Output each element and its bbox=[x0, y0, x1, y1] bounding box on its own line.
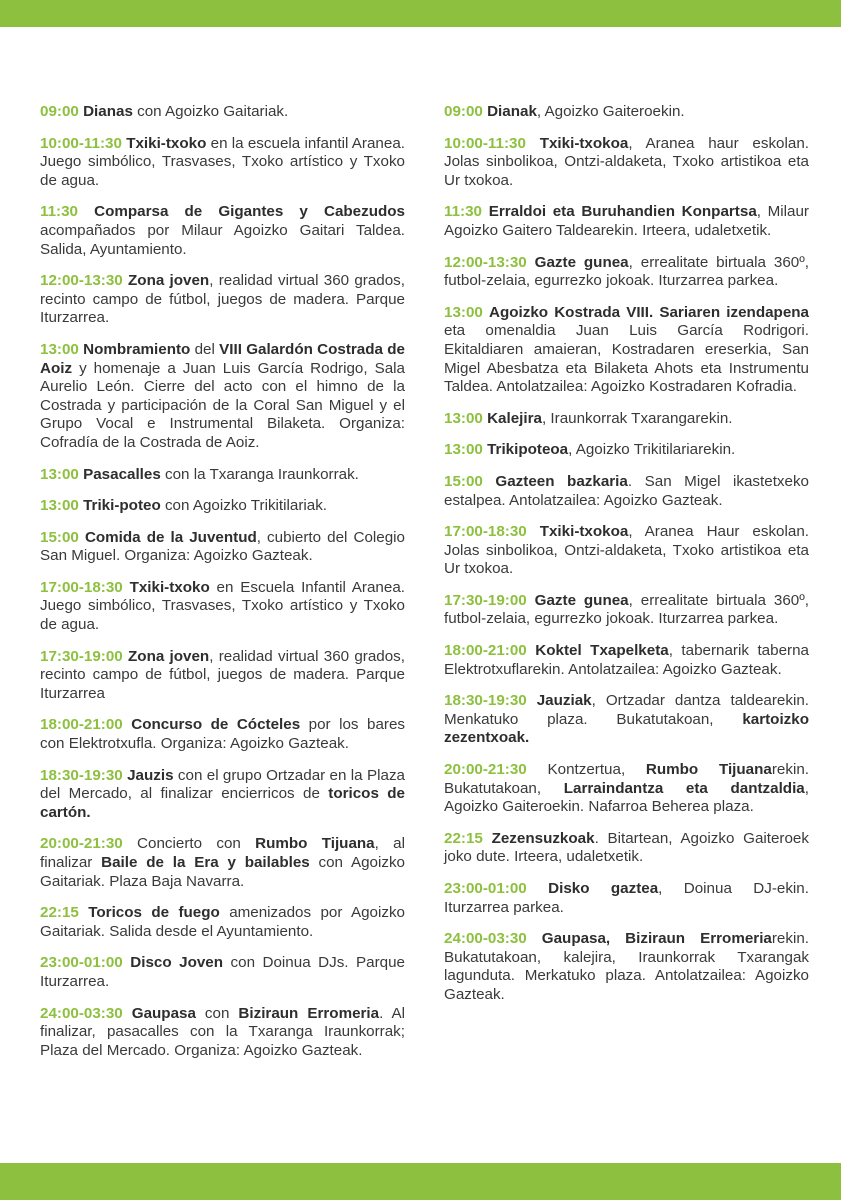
event-highlight: Jauziak bbox=[536, 692, 592, 710]
event-text bbox=[78, 203, 94, 220]
event-highlight: toricos de cartón. bbox=[40, 785, 405, 821]
event-highlight: Erraldoi eta Buruhandien Konpartsa bbox=[488, 203, 757, 221]
schedule-entry bbox=[444, 304, 809, 397]
event-text bbox=[483, 473, 496, 490]
schedule-entry bbox=[444, 103, 809, 122]
event-text: , Agoizko Gaiteroekin. Nafarroa Beherea plaza. bbox=[444, 779, 809, 816]
event-highlight: Dianak bbox=[487, 103, 537, 120]
event-text: , errealitate birtuala 360º, futbol-zelaia, egurrezko jokoak. Iturzarrea parkea. bbox=[444, 253, 809, 290]
event-highlight: Gaupasa, Biziraun Erromeria bbox=[541, 930, 772, 948]
schedule-entry bbox=[40, 272, 405, 328]
schedule-entry bbox=[444, 254, 809, 291]
event-time: 13:00 bbox=[444, 303, 483, 321]
event-text: y homenaje a Juan Luis García Rodrigo, Sala Aurelio León. Cierre del acto con el himno de la Costrada y participación de la Coral San Miguel y el Grupo Vocal e Instrumental Bilaketa. Organiza: Cofradía de la Costrada de Aoiz. bbox=[40, 359, 405, 451]
event-text: por los bares con Elektrotxufla. Organiza: Agoizko Gazteak. bbox=[40, 716, 405, 753]
schedule-entry bbox=[40, 529, 405, 566]
event-text: con la Txaranga Iraunkorrak. bbox=[160, 465, 359, 483]
event-highlight: Nombramiento bbox=[83, 340, 191, 358]
event-text bbox=[527, 692, 537, 709]
schedule-entry bbox=[40, 1005, 405, 1061]
schedule-entry bbox=[444, 135, 809, 191]
event-highlight: Rumbo Tijuana bbox=[255, 835, 375, 853]
event-highlight: Txiki-txokoa bbox=[539, 523, 629, 541]
event-highlight: Comparsa de Gigantes y Cabezudos bbox=[94, 203, 405, 221]
event-text: , realidad virtual 360 grados, recinto campo de fútbol, juegos de madera. Parque Iturzarrea bbox=[40, 647, 405, 702]
schedule-entry bbox=[444, 930, 809, 1004]
event-text: del bbox=[190, 340, 220, 358]
schedule-entry bbox=[40, 497, 405, 516]
schedule-entry bbox=[444, 761, 809, 817]
event-time: 12:00-13:30 bbox=[40, 272, 123, 290]
event-text bbox=[527, 642, 536, 659]
event-highlight: Gazte gunea bbox=[534, 253, 629, 271]
event-text: eta omenaldia Juan Luis García Rodrigori. Ekitaldiaren amaieran, Kostradaren ereserkia, San Migel Abesbatza eta Bilaketa Ahots eta Instrumentu Taldea. Antolatzailea: Agoizko Kostradaren Kofradia. bbox=[444, 322, 809, 396]
event-text: , Iraunkorrak Txarangarekin. bbox=[541, 409, 733, 427]
event-text: , tabernarik taberna Elektrotxuflarekin. Antolatzailea: Agoizko Gazteak. bbox=[444, 642, 809, 678]
event-text: , Ortzadar dantza taldearekin. Menkatuko plaza. Bukatutakoan, bbox=[444, 692, 809, 728]
event-highlight: Concurso de Cócteles bbox=[131, 716, 301, 734]
event-highlight: kartoizko zezentxoak. bbox=[444, 710, 809, 747]
event-time: 18:30-19:30 bbox=[444, 692, 527, 710]
event-text: . Bitartean, Agoizko Gaiteroek joko dute. Irteera, udaletxetik. bbox=[444, 829, 809, 866]
schedule-entry bbox=[40, 716, 405, 753]
schedule-entry bbox=[40, 835, 405, 891]
event-text: en Escuela Infantil Aranea. Juego simbólico, Trasvases, Txoko artístico y Txoko de agua. bbox=[40, 578, 405, 634]
event-text: , Agoizko Gaiteroekin. bbox=[536, 103, 685, 120]
event-text: . San Migel ikastetxeko estalpea. Antolatzailea: Agoizko Gazteak. bbox=[444, 472, 809, 509]
event-text: , Aranea Haur eskolan. Jolas sinbolikoa, Ontzi-aldaketa, Txoko artistikoa eta Ur txokoa. bbox=[444, 523, 809, 578]
event-text: con el grupo Ortzadar en la Plaza del Mercado, al finalizar encierricos de bbox=[40, 766, 405, 803]
bottom-green-band bbox=[0, 1163, 841, 1200]
event-text bbox=[527, 592, 535, 609]
event-highlight: Txiki-txokoa bbox=[539, 134, 629, 152]
schedule-entry bbox=[40, 466, 405, 485]
event-time: 12:00-13:30 bbox=[444, 253, 527, 271]
event-highlight: Baile de la Era y bailables bbox=[101, 854, 310, 871]
event-text bbox=[79, 904, 88, 921]
event-text: . Al finalizar, pasacalles con la Txaranga Iraunkorrak; Plaza del Mercado. Organiza: Agoizko Gazteak. bbox=[40, 1004, 405, 1059]
schedule-entry bbox=[40, 954, 405, 991]
event-text: con Agoizko Trikitilariak. bbox=[160, 497, 328, 515]
event-time: 11:30 bbox=[444, 203, 483, 221]
event-text: con Agoizko Gaitariak. Plaza Baja Navarra. bbox=[40, 854, 405, 890]
event-time: 13:00 bbox=[444, 409, 483, 427]
event-time: 11:30 bbox=[40, 203, 79, 221]
event-highlight: Zezensuzkoak bbox=[491, 829, 595, 847]
event-highlight: Dianas bbox=[83, 103, 133, 120]
event-text bbox=[123, 1005, 132, 1022]
event-text bbox=[527, 880, 548, 897]
schedule-entry bbox=[444, 441, 809, 460]
event-highlight: Comida de la Juventud bbox=[84, 528, 257, 546]
event-time: 20:00-21:30 bbox=[444, 761, 527, 779]
event-highlight: Agoizko Kostrada VIII. Sariaren izendapena bbox=[489, 303, 809, 321]
schedule-entry bbox=[444, 592, 809, 629]
event-time: 15:00 bbox=[40, 528, 79, 546]
event-time: 18:30-19:30 bbox=[40, 766, 123, 784]
event-time: 24:00-03:30 bbox=[40, 1004, 123, 1022]
event-text: , Agoizko Trikitilariarekin. bbox=[568, 441, 736, 459]
event-text: con bbox=[195, 1004, 239, 1022]
event-text: en la escuela infantil Aranea. Juego simbólico, Trasvases, Txoko artístico y Txoko de agua. bbox=[40, 134, 405, 189]
event-highlight: Larraindantza eta dantzaldia bbox=[563, 779, 805, 797]
event-time: 13:00 bbox=[40, 497, 79, 515]
schedule-entry bbox=[40, 135, 405, 191]
event-text: , Milaur Agoizko Gaitero Taldearekin. Irteera, udaletxetik. bbox=[444, 203, 809, 239]
event-text: con Doinua DJs. Parque Iturzarrea. bbox=[40, 954, 405, 990]
event-highlight: Trikipoteoa bbox=[487, 441, 569, 459]
event-highlight: Txiki-txoko bbox=[129, 578, 210, 596]
event-time: 13:00 bbox=[444, 441, 483, 459]
event-time: 23:00-01:00 bbox=[444, 880, 527, 897]
event-highlight: Biziraun Erromeria bbox=[238, 1004, 380, 1022]
event-time: 17:30-19:00 bbox=[444, 591, 527, 609]
event-highlight: Disko gaztea bbox=[548, 880, 659, 897]
event-time: 10:00-11:30 bbox=[444, 134, 526, 152]
event-time: 22:15 bbox=[444, 829, 483, 847]
event-time: 18:00-21:00 bbox=[40, 716, 123, 734]
event-text: , realidad virtual 360 grados, recinto campo de fútbol, juegos de madera. Parque Iturzarrea. bbox=[40, 272, 405, 327]
event-time: 23:00-01:00 bbox=[40, 954, 123, 972]
event-time: 13:00 bbox=[40, 340, 79, 358]
event-text: amenizados por Agoizko Gaitariak. Salida desde el Ayuntamiento. bbox=[40, 904, 405, 940]
event-time: 15:00 bbox=[444, 472, 483, 490]
schedule-entry bbox=[444, 473, 809, 510]
event-text: , cubierto del Colegio San Miguel. Organiza: Agoizko Gazteak. bbox=[40, 528, 405, 565]
top-green-band bbox=[0, 0, 841, 27]
event-highlight: VIII Galardón Costrada de Aoiz bbox=[40, 340, 405, 377]
event-text bbox=[527, 523, 540, 540]
event-highlight: Disco Joven bbox=[130, 954, 224, 972]
event-highlight: Zona joven bbox=[128, 272, 210, 290]
event-text: rekin. Bukatutakoan, kalejira, Iraunkorrak Txarangak lagunduta. Merkatuko plaza. Antolatzailea: Agoizko Gazteak. bbox=[444, 930, 809, 1003]
schedule-entry bbox=[40, 648, 405, 704]
schedule-entry bbox=[40, 767, 405, 823]
event-highlight: Gazte gunea bbox=[534, 591, 629, 609]
schedule-entry bbox=[40, 103, 405, 122]
event-text: , Aranea haur eskolan. Jolas sinbolikoa, Ontzi-aldaketa, Txoko artistikoa eta Ur txokoa. bbox=[444, 134, 809, 189]
event-highlight: Rumbo Tijuana bbox=[645, 761, 772, 779]
schedule-entry bbox=[444, 830, 809, 867]
event-highlight: Kalejira bbox=[487, 409, 542, 427]
event-time: 22:15 bbox=[40, 904, 79, 922]
schedule-entry bbox=[444, 880, 809, 917]
event-highlight: Triki-poteo bbox=[83, 497, 161, 515]
schedule-entry bbox=[40, 579, 405, 635]
schedule-entry bbox=[444, 692, 809, 748]
event-time: 09:00 bbox=[40, 103, 79, 120]
event-text bbox=[483, 830, 492, 847]
schedule-entry bbox=[40, 341, 405, 453]
event-text bbox=[482, 203, 489, 220]
event-text bbox=[123, 716, 132, 733]
event-highlight: Txiki-txoko bbox=[126, 134, 207, 152]
event-time: 18:00-21:00 bbox=[444, 642, 527, 660]
event-highlight: Zona joven bbox=[128, 647, 210, 665]
event-text: acompañados por Milaur Agoizko Gaitari Taldea. Salida, Ayuntamiento. bbox=[40, 221, 405, 258]
event-highlight: Gaupasa bbox=[131, 1004, 196, 1022]
event-text bbox=[527, 254, 535, 271]
event-highlight: Jauzis bbox=[127, 766, 174, 784]
spanish-program-column bbox=[40, 103, 405, 1073]
schedule-entry bbox=[444, 523, 809, 579]
event-highlight: Toricos de fuego bbox=[88, 904, 220, 922]
event-text: Kontzertua, bbox=[526, 761, 646, 779]
event-text: con Agoizko Gaitariak. bbox=[132, 103, 289, 120]
event-highlight: Koktel Txapelketa bbox=[535, 642, 669, 660]
basque-program-column bbox=[444, 103, 809, 1018]
event-text: rekin. Bukatutakoan, bbox=[444, 761, 809, 797]
event-text bbox=[527, 930, 542, 947]
schedule-entry bbox=[444, 203, 809, 240]
event-text bbox=[526, 135, 540, 152]
event-text: , Doinua DJ-ekin. Iturzarrea parkea. bbox=[444, 880, 809, 916]
event-time: 17:00-18:30 bbox=[444, 523, 527, 541]
event-time: 10:00-11:30 bbox=[40, 134, 122, 152]
event-text bbox=[123, 579, 130, 596]
schedule-entry bbox=[444, 410, 809, 429]
event-time: 13:00 bbox=[40, 465, 79, 483]
event-time: 20:00-21:30 bbox=[40, 835, 123, 853]
event-text: , al finalizar bbox=[40, 835, 405, 871]
event-time: 09:00 bbox=[444, 103, 483, 120]
schedule-entry bbox=[40, 904, 405, 941]
event-time: 17:30-19:00 bbox=[40, 647, 123, 665]
schedule-entry bbox=[40, 203, 405, 259]
event-highlight: Gazteen bazkaria bbox=[495, 472, 628, 490]
event-text: , errealitate birtuala 360º, futbol-zelaia, egurrezko jokoak. Iturzarrea parkea. bbox=[444, 591, 809, 628]
event-text: Concierto con bbox=[122, 835, 256, 853]
event-highlight: Pasacalles bbox=[83, 465, 161, 483]
event-time: 24:00-03:30 bbox=[444, 930, 527, 948]
event-time: 17:00-18:30 bbox=[40, 578, 123, 596]
schedule-entry bbox=[444, 642, 809, 679]
